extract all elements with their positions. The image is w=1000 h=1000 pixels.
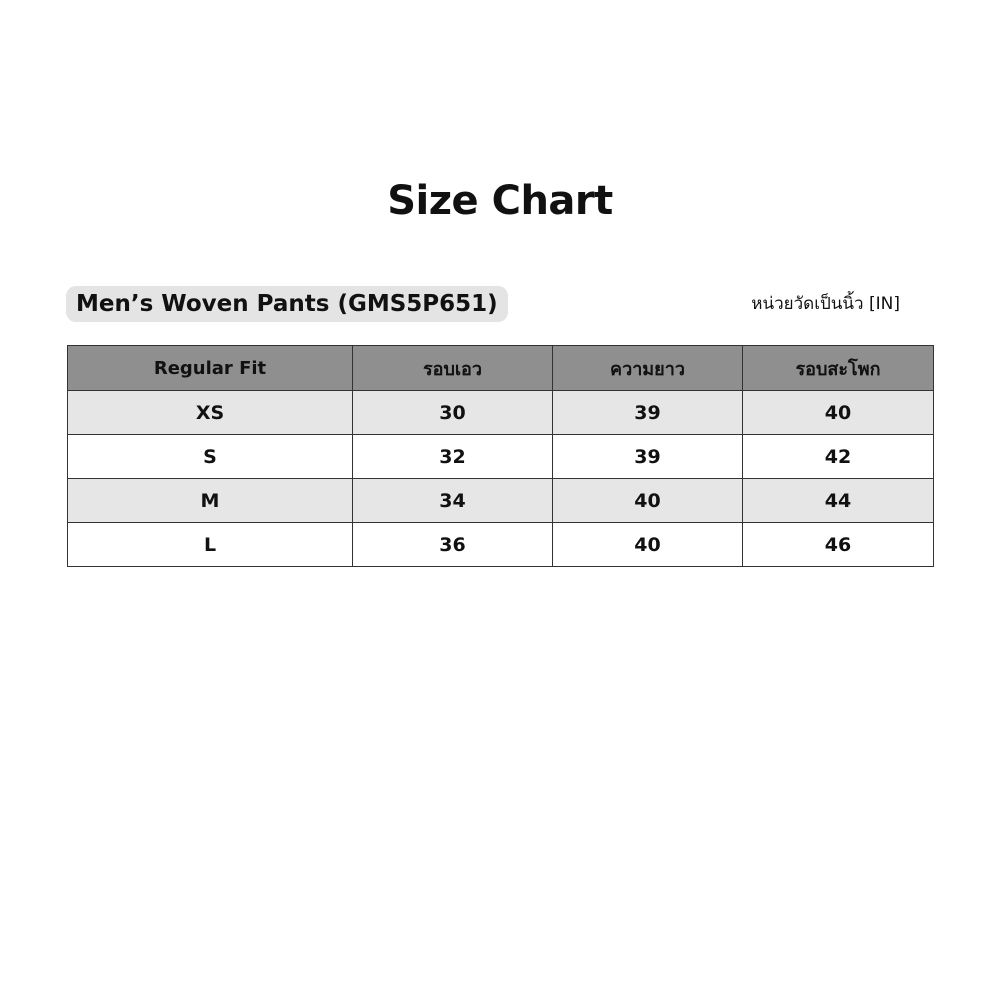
hip-cell: 42 [743, 435, 934, 479]
length-cell: 39 [553, 391, 743, 435]
table-row [68, 391, 934, 435]
header-waist: รอบเอว [353, 346, 553, 391]
waist-cell: 34 [353, 479, 553, 523]
size-cell: XS [68, 391, 353, 435]
table-row [68, 523, 934, 567]
size-cell: S [68, 435, 353, 479]
size-cell: M [68, 479, 353, 523]
waist-cell: 32 [353, 435, 553, 479]
length-cell: 40 [553, 479, 743, 523]
page-title: Size Chart [387, 178, 613, 224]
waist-cell: 36 [353, 523, 553, 567]
table-row [68, 479, 934, 523]
table-header-row [68, 346, 934, 391]
header-fit: Regular Fit [68, 346, 353, 391]
hip-cell: 46 [743, 523, 934, 567]
hip-cell: 44 [743, 479, 934, 523]
length-cell: 39 [553, 435, 743, 479]
header-length: ความยาว [553, 346, 743, 391]
length-cell: 40 [553, 523, 743, 567]
header-hip: รอบสะโพก [743, 346, 934, 391]
unit-note: หน่วยวัดเป็นนิ้ว [IN] [751, 294, 900, 314]
product-name-badge: Men’s Woven Pants (GMS5P651) [66, 286, 508, 322]
waist-cell: 30 [353, 391, 553, 435]
hip-cell: 40 [743, 391, 934, 435]
table-row [68, 435, 934, 479]
size-chart-table [67, 345, 934, 567]
size-cell: L [68, 523, 353, 567]
